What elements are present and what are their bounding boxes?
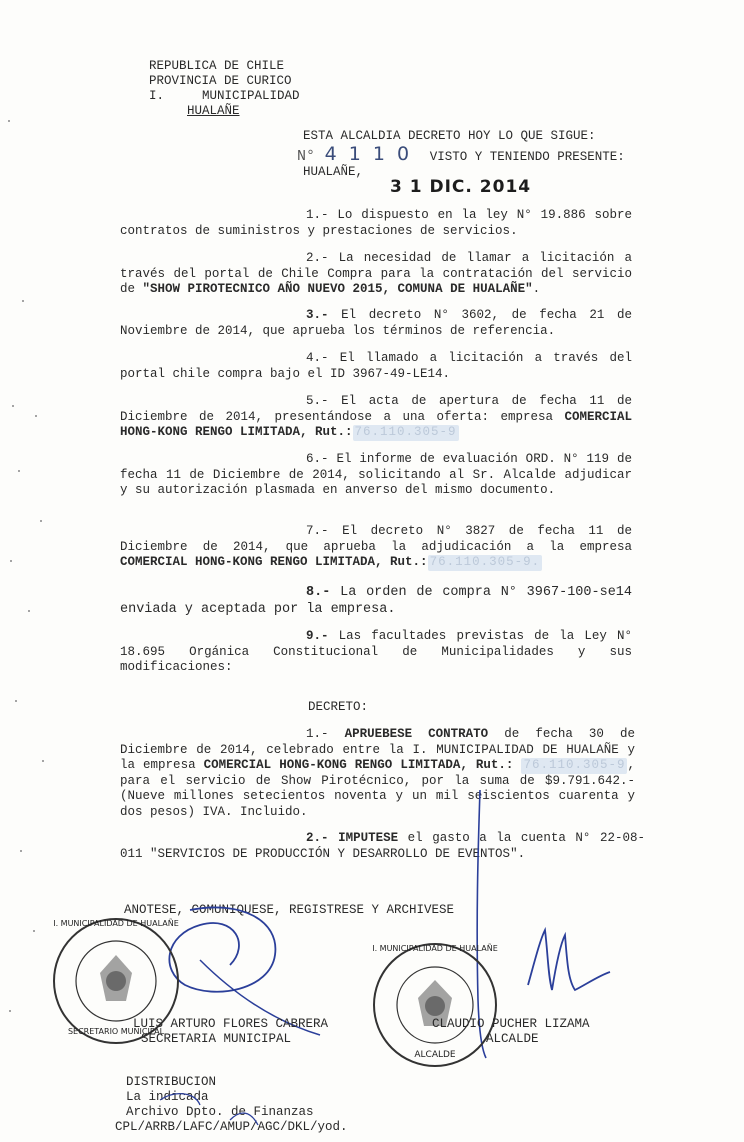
- closing-formula: ANOTESE, COMUNIQUESE, REGISTRESE Y ARCHIVESE: [124, 903, 455, 917]
- seal-mayor-bottom-text: ALCALDE: [414, 1050, 456, 1060]
- visto-3-lead: 3.-: [306, 308, 329, 322]
- distribution-line1: La indicada: [126, 1090, 209, 1104]
- redacted-rut: 76.110.305-9: [354, 425, 457, 439]
- secretary-name: LUIS ARTURO FLORES CABRERA: [133, 1017, 329, 1031]
- seal-secretary-top-text: I. MUNICIPALIDAD DE HUALAÑE: [53, 919, 179, 928]
- visto-7-text: El decreto N° 3827 de fecha 11 de Diciembre de 2014, que aprueba la adjudicación a la empresa: [120, 524, 632, 554]
- header-province: PROVINCIA DE CURICO: [149, 74, 292, 88]
- visto-3-text: El decreto N° 3602, de fecha 21 de Noviembre de 2014, que aprueba los términos de referencia.: [120, 308, 632, 338]
- preamble-line1: ESTA ALCALDIA DECRETO HOY LO QUE SIGUE:: [303, 129, 596, 143]
- decree-number-stamp: 4 1 1 0: [324, 143, 413, 165]
- seal-secretary-bottom-text: SECRETARIO MUNICIPAL: [67, 1027, 165, 1036]
- header-prefix: I.: [149, 89, 165, 103]
- visto-2-title: "SHOW PIROTECNICO AÑO NUEVO 2015, COMUNA DE HUALAÑE": [142, 282, 533, 296]
- visto-4-lead: 4.-: [306, 351, 329, 365]
- visto-2-after: .: [532, 282, 541, 296]
- visto-9-text: Las facultades previstas de la Ley N° 18.695 Orgánica Constitucional de Municipalidades y sus modificaciones:: [120, 629, 632, 674]
- visto-9-lead: 9.-: [306, 629, 329, 643]
- seal-mayor: [370, 940, 500, 1070]
- visto-4-text: El llamado a licitación a través del portal chile compra bajo el ID 3967-49-LE14.: [120, 351, 632, 381]
- visto-1-lead: 1.-: [306, 208, 329, 222]
- header-municipalidad: MUNICIPALIDAD: [202, 89, 300, 103]
- header-commune: HUALAÑE: [187, 104, 240, 118]
- decreto-1-text1: de fecha 30 de Diciembre de 2014, celebrado entre la I. MUNICIPALIDAD DE HUALAÑE y la empresa: [120, 727, 635, 772]
- preamble-place: HUALAÑE,: [303, 165, 364, 179]
- visto-8-text: La orden de compra N° 3967-100-se14 enviada y aceptada por la empresa.: [120, 585, 632, 617]
- date-stamp: 3 1 DIC. 2014: [390, 177, 532, 197]
- visto-label: VISTO Y TENIENDO PRESENTE:: [429, 150, 625, 164]
- decreto-1-lead: 1.-: [306, 727, 329, 741]
- decreto-2-text1: el gasto a la cuenta N° 22-08-011 "SERVICIOS DE PRODUCCIÓN Y DESARROLLO DE EVENTOS".: [120, 831, 645, 861]
- decreto-1-company: COMERCIAL HONG-KONG RENGO LIMITADA, Rut.:: [203, 758, 514, 772]
- decreto-2-action: IMPUTESE: [338, 831, 399, 845]
- visto-8-lead: 8.-: [306, 585, 331, 600]
- visto-7-lead: 7.-: [306, 524, 329, 538]
- redacted-rut: 76.110.305-9: [523, 758, 626, 772]
- visto-1-text: Lo dispuesto en la ley N° 19.886 sobre contratos de suministros y prestaciones de servicios.: [120, 208, 632, 238]
- distribution-line2: Archivo Dpto. de Finanzas: [126, 1105, 314, 1119]
- distribution-heading: DISTRIBUCION: [126, 1075, 217, 1089]
- visto-5-text: El acta de apertura de fecha 11 de Diciembre de 2014, presentándose a una oferta: empresa: [120, 394, 632, 424]
- decreto-1-text2: , para el servicio de Show Pirotécnico, por la suma de $9.791.642.- (Nueve millones setecientos noventa y un mil seiscientos cuarenta y dos pesos) IVA. Incluido.: [120, 758, 635, 819]
- distribution-line3: CPL/ARRB/LAFC/AMUP/AGC/DKL/yod.: [115, 1120, 348, 1134]
- visto-2-text: La necesidad de llamar a licitación a través del portal de Chile Compra para la contratación del servicio de: [120, 251, 632, 296]
- visto-6-text: El informe de evaluación ORD. N° 119 de fecha 11 de Diciembre de 2014, solicitando al Sr. Alcalde adjudicar y su autorización plasmada en anverso del mismo documento.: [120, 452, 632, 497]
- right-signature-scribble: [528, 930, 610, 990]
- decreto-1-action: APRUEBESE CONTRATO: [344, 727, 489, 741]
- header-republic: REPUBLICA DE CHILE: [149, 59, 285, 73]
- visto-5-lead: 5.-: [306, 394, 329, 408]
- left-signature-loop: [169, 907, 275, 991]
- mayor-title: ALCALDE: [486, 1032, 539, 1046]
- secretary-title: SECRETARIA MUNICIPAL: [141, 1032, 292, 1046]
- visto-6-lead: 6.-: [306, 452, 329, 466]
- redacted-rut: 76.110.305-9.: [429, 555, 541, 569]
- visto-7-company: COMERCIAL HONG-KONG RENGO LIMITADA, Rut.:: [120, 555, 428, 569]
- decreto-heading: DECRETO:: [308, 700, 369, 714]
- visto-5-company: COMERCIAL HONG-KONG RENGO LIMITADA, Rut.:: [120, 409, 632, 439]
- visto-2-lead: 2.-: [306, 251, 329, 265]
- seal-mayor-top-text: I. MUNICIPALIDAD DE HUALAÑE: [372, 944, 498, 953]
- mayor-name: CLAUDIO PUCHER LIZAMA: [432, 1017, 590, 1031]
- number-prefix: N°: [297, 148, 316, 165]
- decreto-2-lead: 2.-: [306, 831, 329, 845]
